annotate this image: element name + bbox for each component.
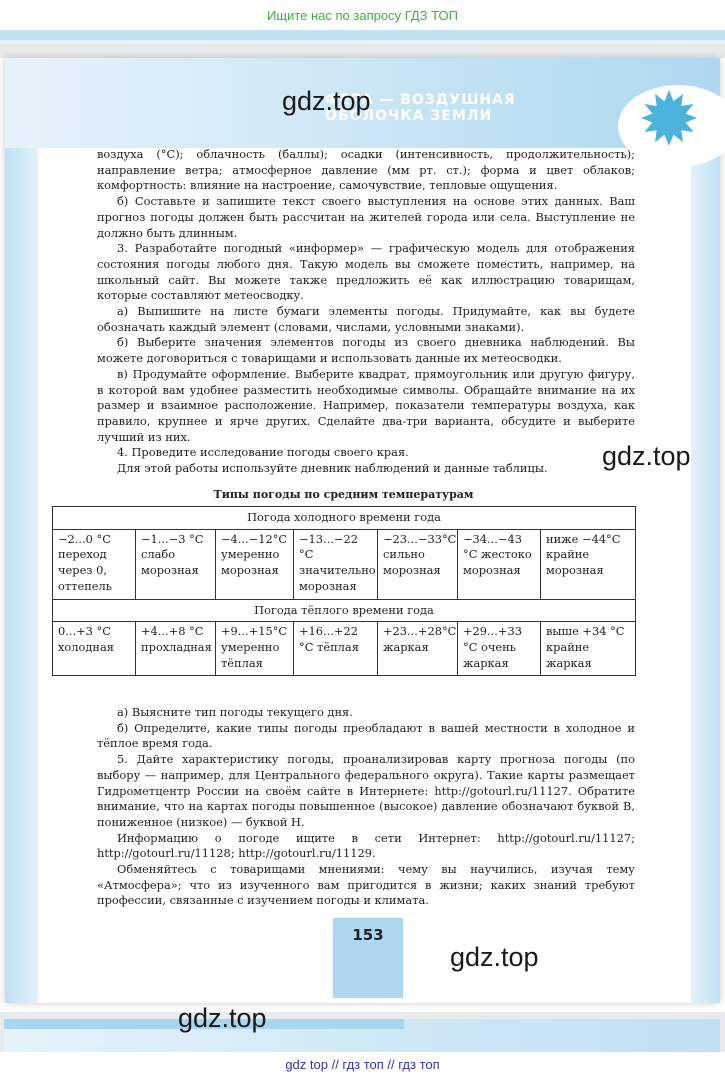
paragraph: 3. Разработайте погодный «информер» — графическую модель для отображения состояния погоды любого дня. Такую модель вы сможете поместить, например, на школьный сайт. Вы можете также предложить её как иллюстрацию товарищам, которые составляют метеосводку.: [97, 241, 635, 303]
footer-links[interactable]: gdz top // гдз топ // гдз топ: [285, 1057, 440, 1072]
paragraph: б) Составьте и запишите текст своего выступления на основе этих данных. Ваш прогноз погоды должен быть рассчитан на жителей города или села. Выступление не должно быть длинным.: [97, 194, 635, 240]
text-block-top: [97, 147, 635, 477]
table-cell: ниже −44°С крайне морозная: [541, 529, 636, 599]
weather-types-table: [52, 506, 636, 676]
right-margin-strip: [691, 148, 720, 1003]
paragraph: а) Выясните тип погоды текущего дня.: [117, 705, 353, 719]
top-banner: [0, 0, 725, 34]
watermark: gdz.top: [450, 942, 539, 972]
table-title: Типы погоды по средним температурам: [213, 488, 474, 501]
table-cell: +9...+15°С умеренно тёплая: [216, 622, 294, 676]
table-cell: +29...+33 °С очень жаркая: [458, 622, 541, 676]
table-cell: +16...+22 °С тёплая: [294, 622, 378, 676]
table-cell: 0...+3 °С холодная: [53, 622, 136, 676]
page-gap: [0, 44, 725, 58]
chapter-header-line-2: ОБОЛОЧКА ЗЕМЛИ: [325, 108, 493, 124]
paragraph: Информацию о погоде ищите в сети Интернет: http://gotourl.ru/11127; http://gotourl.ru/11128; http://gotourl.ru/11129.: [97, 830, 635, 861]
watermark: gdz.top: [282, 86, 371, 116]
next-page-edge: [0, 1012, 725, 1052]
paragraph: 5. Дайте характеристику погоды, проанализировав карту прогноза погоды (по выбору — например, для Центрального федерального округа). Такие карты размещает Гидрометцентр России на своём сайте в Интернете: http://gotourl.ru/11127. Обратите внимание, что на картах погоды повышенное (высокое) давление обозначают буквой В, пониженное (низкое) — буквой Н.: [97, 752, 635, 829]
sun-icon: [641, 90, 697, 146]
table-cell: −13...−22 °С значительно морозная: [294, 529, 378, 599]
paragraph: б) Выберите значения элементов погоды из своего дневника наблюдений. Вы можете договориться с товарищами и использовать данные их метеосводки.: [97, 335, 635, 366]
left-margin-strip: [5, 148, 38, 1003]
table-cell: −1...−3 °С слабо морозная: [136, 529, 216, 599]
paragraph: 4. Проведите исследование погоды своего края.: [117, 445, 409, 460]
table-cell: −4...−12°С умеренно морозная: [216, 529, 294, 599]
paragraph: в) Продумайте оформление. Выберите квадрат, прямоугольник или другую фигуру, в которой вам удобнее разместить необходимые символы. Обращайте внимание на их размер и взаимное расположение. Например, показатели температуры воздуха, как правило, крупнее и ярче других. Сделайте два-три варианта, обсудите и выберите лучший из них.: [97, 366, 635, 444]
warm-season-header: Погода тёплого времени года: [53, 599, 636, 622]
table-cell: выше +34 °С крайне жаркая: [541, 622, 636, 676]
top-banner-text: Ищите нас по запросу ГДЗ ТОП: [267, 8, 458, 23]
paragraph: Для этой работы используйте дневник наблюдений и данные таблицы.: [117, 461, 548, 476]
table-cell: −2...0 °С переход через 0, оттепель: [53, 529, 136, 599]
footer: [0, 1052, 725, 1082]
page-number-tab: [333, 918, 403, 998]
paragraph: Обменяйтесь с товарищами мнениями: чему вы научились, изучая тему «Атмосфера»; что из изученного вам пригодится в жизни; каких знаний требуют профессии, связанные с изучением погоды и климата.: [97, 862, 635, 908]
page-number: 153: [352, 926, 384, 944]
watermark: gdz.top: [602, 441, 691, 471]
chapter-header-line-1: ФЕРА — ВОЗДУШНАЯ: [325, 92, 516, 108]
table-cell: +23...+28°С жаркая: [378, 622, 458, 676]
paragraph: а) Выпишите на листе бумаги элементы погоды. Придумайте, как вы будете обозначать каждый элемент (словами, числами, условными знаками).: [97, 304, 635, 334]
paragraph: б) Определите, какие типы погоды преобладают в вашей местности в холодное и тёплое время года.: [97, 720, 635, 751]
table-cell: +4...+8 °С прохладная: [136, 622, 216, 676]
cold-season-header: Погода холодного времени года: [53, 507, 636, 530]
paragraph: воздуха (°С); облачность (баллы); осадки (интенсивность, продолжительность); направление ветра; атмосферное давление (мм рт. ст.); форма и цвет облаков; комфортность: влияние на настроение, самочувствие, тепловые ощущения.: [97, 147, 635, 193]
table-cell: −23...−33°С сильно морозная: [378, 529, 458, 599]
watermark: gdz.top: [178, 1003, 267, 1033]
table-cell: −34...−43 °С жестоко морозная: [458, 529, 541, 599]
text-block-bottom: [97, 705, 635, 909]
